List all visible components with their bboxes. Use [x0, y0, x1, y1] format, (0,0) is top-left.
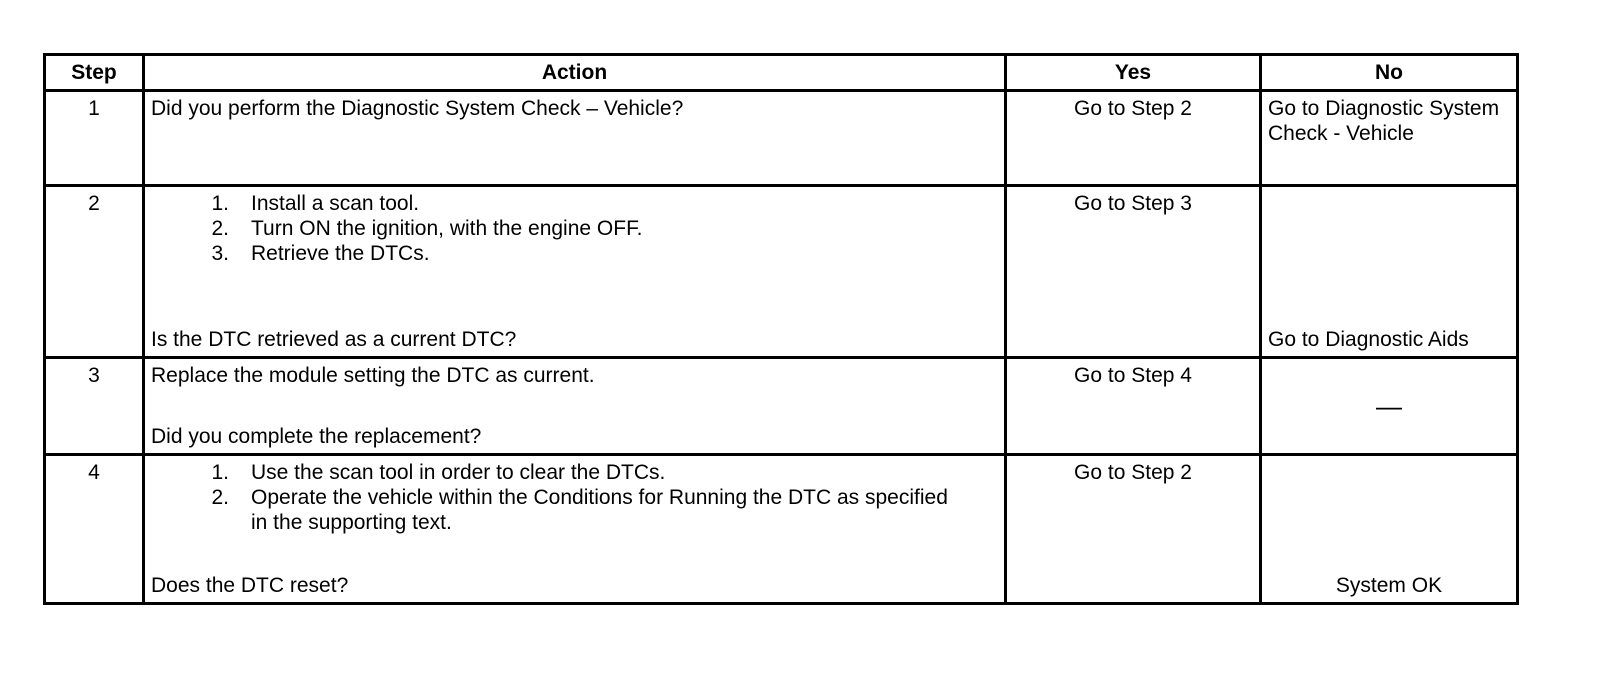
table-row: [45, 186, 1518, 358]
action-question: Does the DTC reset?: [151, 574, 349, 597]
substep-text: Turn ON the ignition, with the engine OFF.: [251, 217, 643, 240]
action-intro: Did you perform the Diagnostic System Check – Vehicle?: [151, 97, 684, 120]
substep-text: Use the scan tool in order to clear the DTCs.: [251, 461, 666, 484]
substep-list: [151, 460, 998, 535]
header-step: Step: [45, 55, 144, 91]
step-number: 3: [45, 358, 144, 455]
substep-number: 2.: [211, 486, 229, 509]
substep-text: Install a scan tool.: [251, 192, 420, 215]
header-action: Action: [144, 55, 1006, 91]
yes-cell: Go to Step 4: [1006, 358, 1261, 455]
yes-cell: Go to Step 3: [1006, 186, 1261, 358]
yes-cell: Go to Step 2: [1006, 455, 1261, 604]
list-item: [151, 191, 998, 216]
no-cell: Go to Diagnostic Aids: [1261, 186, 1518, 358]
step-number: 4: [45, 455, 144, 604]
action-cell: [144, 358, 1006, 455]
yes-cell: Go to Step 2: [1006, 91, 1261, 186]
list-item: [151, 485, 998, 535]
header-row: [45, 55, 1518, 91]
table-row: [45, 455, 1518, 604]
action-question: Did you complete the replacement?: [151, 425, 482, 448]
list-item: [151, 216, 998, 241]
list-item: [151, 460, 998, 485]
header-yes: Yes: [1006, 55, 1261, 91]
substep-number: 1.: [211, 461, 229, 484]
action-question: Is the DTC retrieved as a current DTC?: [151, 328, 517, 351]
diagnostic-table: [43, 53, 1519, 605]
table-row: [45, 91, 1518, 186]
substep-number: 2.: [211, 217, 229, 240]
substep-number: 3.: [211, 242, 229, 265]
substep-text: Operate the vehicle within the Conditions for Running the DTC as specified in the supporting text.: [251, 486, 948, 534]
step-number: 2: [45, 186, 144, 358]
action-cell: [144, 186, 1006, 358]
list-item: [151, 241, 998, 266]
header-no: No: [1261, 55, 1518, 91]
substep-text: Retrieve the DTCs.: [251, 242, 430, 265]
no-cell: —: [1261, 358, 1518, 455]
action-cell: [144, 455, 1006, 604]
no-cell: Go to Diagnostic System Check - Vehicle: [1261, 91, 1518, 186]
substep-number: 1.: [211, 192, 229, 215]
table-row: [45, 358, 1518, 455]
step-number: 1: [45, 91, 144, 186]
action-cell: [144, 91, 1006, 186]
substep-list: [151, 191, 998, 266]
no-cell: System OK: [1261, 455, 1518, 604]
action-intro: Replace the module setting the DTC as current.: [151, 364, 595, 387]
